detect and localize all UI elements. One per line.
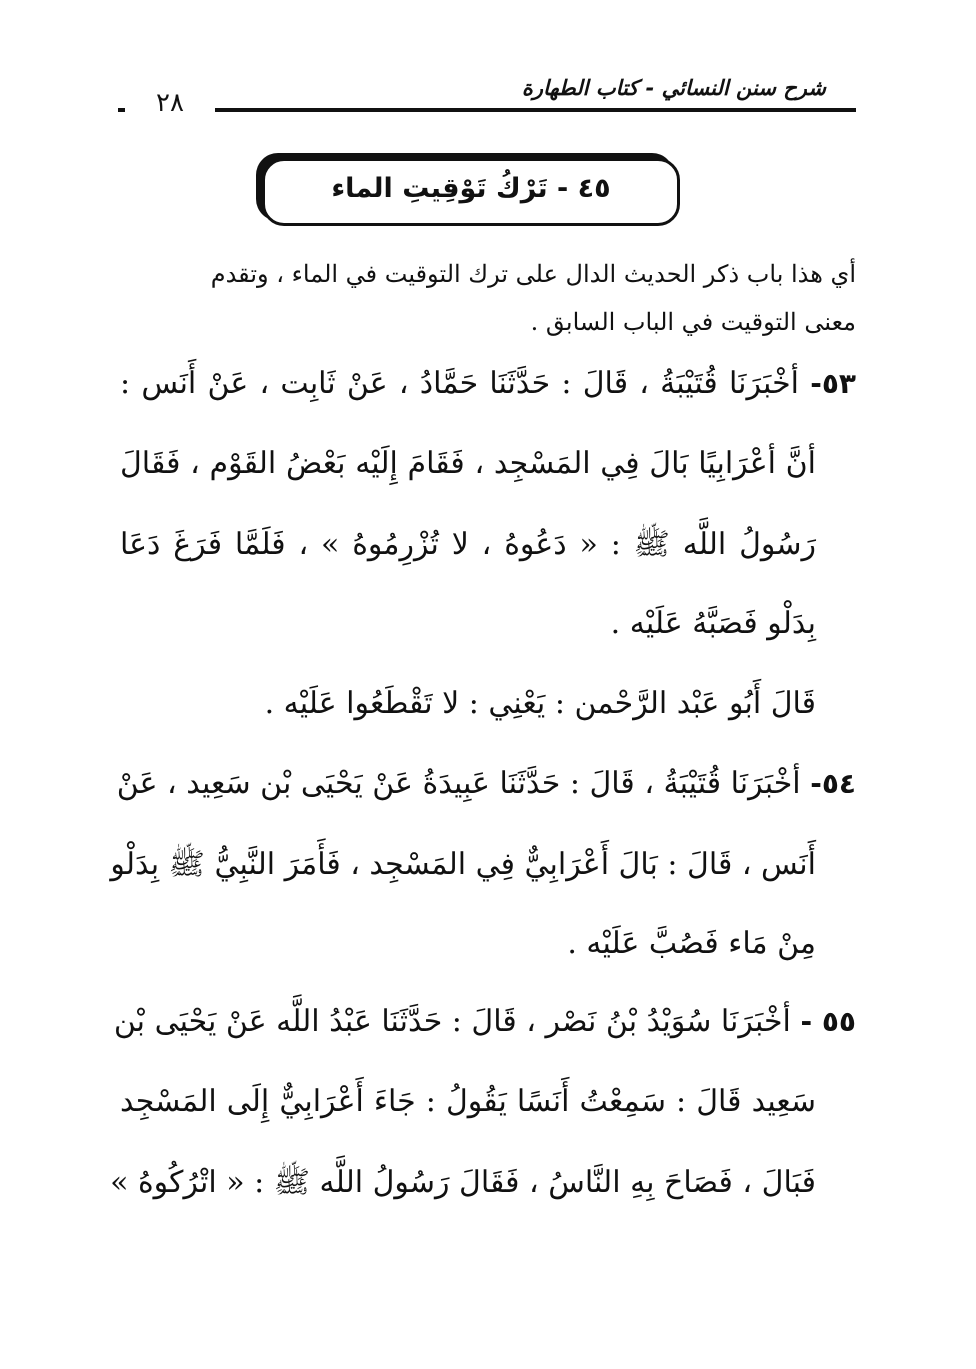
hadith-54-line-1 bbox=[116, 766, 856, 801]
hadith-number: ٥٣- bbox=[810, 367, 856, 400]
hadith-53-note: قَالَ أَبُو عَبْد الرَّحْمن : يَعْنِي : لا تَقْطَعُوا عَلَيْه . bbox=[264, 686, 816, 721]
hadith-53-line-3: رَسُولُ اللَّه ﷺ : « دَعُوهُ ، لا تُزْرِمُوهُ » ، فَلَمَّا فَرَغَ دَعَا bbox=[120, 527, 816, 562]
intro-line: معنى التوقيت في الباب السابق . bbox=[530, 308, 856, 336]
hadith-number: ٥٥ - bbox=[800, 1005, 856, 1038]
running-header bbox=[120, 60, 856, 120]
book-title: شرح سنن النسائي - كتاب الطهارة bbox=[521, 76, 826, 100]
hadith-54-line-3: مِنْ مَاء فَصُبَّ عَلَيْه . bbox=[567, 926, 816, 961]
hadith-number: ٥٤- bbox=[810, 767, 856, 800]
intro-paragraph bbox=[120, 250, 856, 346]
header-rule bbox=[210, 108, 856, 112]
hadith-53-line-4: بِدَلْو فَصَبَّهُ عَلَيْه . bbox=[610, 606, 816, 641]
intro-line: أي هذا باب ذكر الحديث الدال على ترك التوقيت في الماء ، وتقدم bbox=[210, 260, 856, 288]
page-number: ٢٨ bbox=[125, 88, 215, 118]
hadith-53-line-1 bbox=[120, 366, 856, 401]
hadith-text: أخْبَرَنَا قُتَيْبَةُ ، قَالَ : حَدَّثَنَا حَمَّادُ ، عَنْ ثَابِت ، عَنْ أَنَس : bbox=[120, 366, 799, 401]
hadith-text: أخْبَرَنَا قُتَيْبَةُ ، قَالَ : حَدَّثَنَا عَبِيدَةُ عَنْ يَحْيَى بْن سَعِيد ، عَنْ bbox=[116, 766, 801, 801]
chapter-title: ٤٥ - تَرْكُ تَوْقِيتِ الماء bbox=[331, 173, 611, 204]
hadith-text: أخْبَرَنَا سُوَيْدُ بْنُ نَصْر ، قَالَ : حَدَّثَنَا عَبْدُ اللَّه عَنْ يَحْيَى بْن bbox=[113, 1004, 791, 1039]
hadith-55-line-1 bbox=[113, 1004, 856, 1039]
chapter-title-box bbox=[262, 158, 680, 226]
hadith-53-line-2: أنَّ أعْرَابِيًا بَالَ فِي المَسْجِد ، فَقَامَ إِلَيْه بَعْضُ القَوْم ، فَقَالَ bbox=[120, 446, 816, 481]
hadith-55-line-3: فَبَالَ ، فَصَاحَ بِهِ النَّاسُ ، فَقَالَ رَسُولُ اللَّه ﷺ : « اتْرُكُوهُ » bbox=[110, 1165, 816, 1200]
hadith-55-line-2: سَعِيد قَالَ : سَمِعْتُ أَنَسًا يَقُولُ : جَاءَ أَعْرَابِيٌّ إِلَى المَسْجِد bbox=[120, 1084, 816, 1119]
hadith-54-line-2: أَنَس ، قَالَ : بَالَ أَعْرَابِيٌّ فِي المَسْجِد ، فَأَمَرَ النَّبِيُّ ﷺ بِدَلْو bbox=[110, 847, 816, 882]
